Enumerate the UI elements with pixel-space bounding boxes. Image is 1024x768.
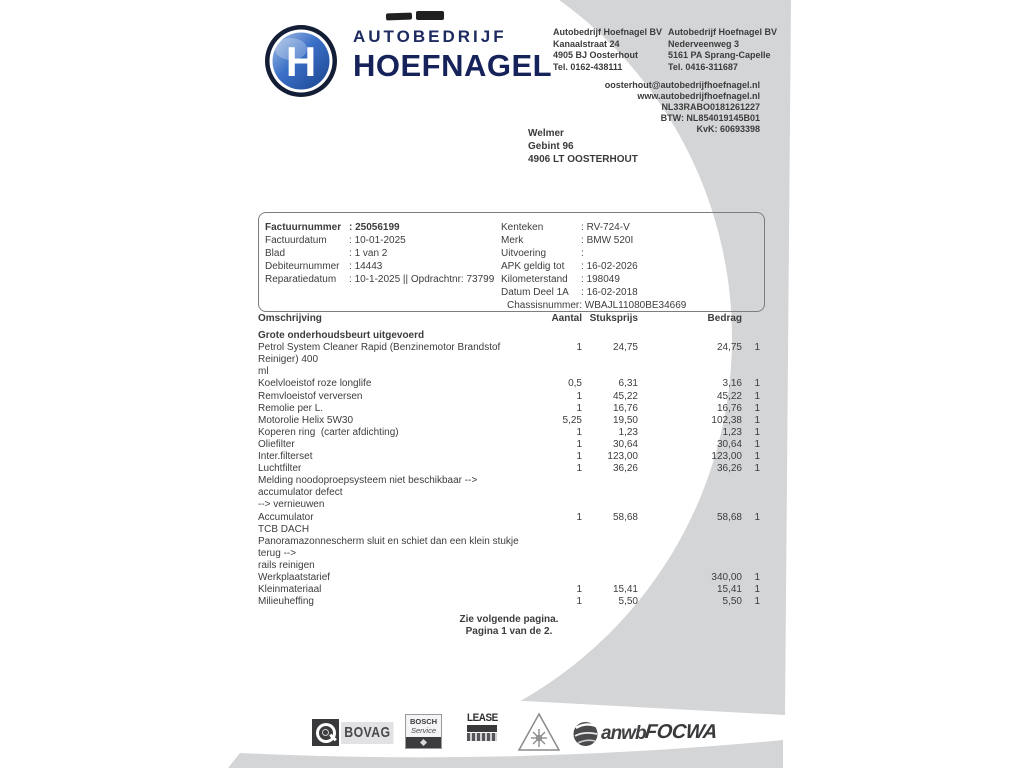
cell-description: Petrol System Cleaner Rapid (Benzinemotor Brandstof Reiniger) 400 ml [258, 342, 504, 378]
cell-flag: 1 [754, 390, 760, 402]
table-row [258, 572, 760, 584]
chassis-number: Chassisnummer: WBAJL11080BE34669 [507, 300, 687, 311]
table-row [258, 463, 760, 475]
table-row [258, 536, 760, 572]
cell-description: Motorolie Helix 5W30 [258, 414, 354, 426]
cell-amount: 3,16 [722, 378, 742, 390]
cell-amount: 45,22 [716, 390, 742, 402]
cell-qty: 1 [576, 390, 582, 402]
table-row [258, 596, 760, 608]
cell-description: Panoramazonnescherm sluit en schiet dan een klein stukje terug --> rails reinigen [258, 535, 522, 571]
address-line: 4905 BJ Oosterhout [553, 50, 639, 61]
address-line: Tel. 0416-311687 [668, 61, 738, 72]
cell-unit-price: 30,64 [612, 438, 638, 450]
page-note-1: Zie volgende pagina. [459, 614, 559, 626]
lease-striped-bar [467, 733, 497, 741]
customer-address [528, 128, 638, 167]
invoice-details-box [258, 212, 765, 312]
cell-unit-price: 19,50 [612, 414, 638, 426]
field-label: Blad [265, 248, 286, 259]
bovag-label: BOVAG [341, 722, 394, 744]
table-row [258, 342, 760, 378]
field-label: Factuurnummer [265, 222, 342, 233]
address-line: Autobedrijf Hoefnagel BV [668, 27, 778, 37]
invoice-field-row [265, 247, 494, 260]
address-line: Kanaalstraat 24 [553, 38, 620, 49]
field-value: : 16-02-2026 [581, 261, 638, 272]
field-value: : 198049 [581, 274, 620, 285]
anwb-label: anwb [601, 722, 646, 744]
cell-unit-price: 123,00 [607, 451, 638, 463]
cell-unit-price: 45,22 [612, 390, 638, 402]
cell-flag: 1 [754, 342, 760, 354]
table-row [258, 391, 760, 403]
contact-details [550, 80, 760, 135]
vehicle-field-row [501, 286, 638, 299]
certification-triangle-logo [517, 711, 561, 753]
cell-flag: 1 [754, 463, 760, 475]
emblem-letter: H [285, 38, 317, 85]
vehicle-field-row [501, 221, 638, 234]
address-line: Tel. 0162-438111 [553, 61, 623, 72]
cell-description: Milieuheffing [258, 596, 314, 608]
cell-flag: 1 [754, 451, 760, 463]
cell-flag: 1 [754, 378, 760, 390]
cell-description: Accumulator TCB DACH [258, 511, 314, 535]
cell-description: Kleinmateriaal [258, 584, 322, 596]
table-row [258, 330, 760, 342]
invoice-field-row [265, 221, 494, 234]
cell-unit-price: 58,68 [612, 511, 638, 523]
vehicle-field-row [501, 273, 638, 286]
cell-flag: 1 [754, 438, 760, 450]
header-description: Omschrijving [258, 313, 322, 324]
table-row [258, 378, 760, 390]
invoice-field-row [265, 273, 494, 286]
field-value: : 10-1-2025 || Opdrachtnr: 73799 [349, 274, 494, 285]
cell-unit-price: 6,31 [618, 378, 638, 390]
bosch-service-logo [405, 714, 442, 749]
cell-qty: 1 [576, 584, 582, 596]
cell-description: Melding noodoproepsysteem niet beschikbaar --> accumulator defect --> vernieuwen [258, 475, 481, 511]
cell-flag: 1 [754, 584, 760, 596]
field-label: Datum Deel 1A [501, 287, 569, 298]
cell-unit-price: 1,23 [618, 426, 638, 438]
contact-line: BTW: NL854019145B01 [660, 112, 760, 123]
company-logo-emblem [264, 24, 338, 98]
cell-qty: 1 [576, 438, 582, 450]
header-amount: Bedrag [707, 313, 742, 324]
anwb-globe-icon [572, 720, 599, 747]
header-unit-price: Stuksprijs [589, 313, 638, 324]
customer-line: Welmer [528, 128, 564, 139]
cell-description: Koelvloeistof roze longlife [258, 378, 372, 390]
cell-description: Remvloeistof verversen [258, 390, 363, 402]
partner-logos-bar [0, 710, 1024, 758]
contact-line: www.autobedrijfhoefnagel.nl [637, 90, 760, 101]
contact-line: oosterhout@autobedrijfhoefnagel.nl [604, 80, 760, 90]
cell-qty: 1 [576, 426, 582, 438]
bovag-magnifier-icon [312, 719, 339, 746]
cell-amount: 24,75 [716, 342, 742, 354]
cell-amount: 30,64 [716, 438, 742, 450]
cell-flag: 1 [754, 414, 760, 426]
cell-unit-price: 36,26 [612, 463, 638, 475]
field-value [581, 248, 584, 259]
field-label: Uitvoering [501, 248, 547, 259]
cell-description: Inter.filterset [258, 451, 313, 463]
invoice-field-row [265, 234, 494, 247]
cell-amount: 15,41 [716, 584, 742, 596]
table-row [258, 415, 760, 427]
invoice-field-row [265, 260, 494, 273]
field-label: Factuurdatum [265, 235, 327, 246]
field-value: : 10-01-2025 [349, 235, 406, 246]
field-value: : 16-02-2018 [581, 287, 638, 298]
focwa-label: FOCWA [643, 721, 719, 743]
table-row [258, 475, 760, 511]
location-address-2 [668, 27, 777, 73]
invoice-fields [265, 221, 494, 286]
cell-unit-price: 5,50 [618, 596, 638, 608]
field-label: Debiteurnummer [265, 261, 340, 272]
cell-amount: 1,23 [722, 426, 742, 438]
contact-line: NL33RABO0181261227 [661, 101, 760, 112]
address-line: Nederveenweg 3 [668, 38, 740, 49]
cell-flag: 1 [754, 596, 760, 608]
bosch-label: BOSCH [409, 717, 438, 726]
field-value: : BMW 520I [581, 235, 633, 246]
table-row [258, 584, 760, 596]
field-value: : 25056199 [349, 222, 400, 233]
line-items-table [258, 313, 760, 639]
cell-description: Oliefilter [258, 438, 295, 450]
table-row [258, 451, 760, 463]
focwa-logo [645, 721, 1024, 744]
vehicle-fields [501, 221, 638, 299]
field-label: APK geldig tot [501, 261, 565, 272]
bosch-emblem-icon [406, 737, 441, 748]
field-value: : RV-724-V [581, 222, 630, 233]
anwb-logo [572, 720, 646, 747]
field-value: : 1 van 2 [349, 248, 387, 259]
wordmark-line1: AUTOBEDRIJF [353, 27, 507, 46]
cell-unit-price: 15,41 [612, 584, 638, 596]
wordmark-line2: HOEFNAGEL [353, 48, 553, 83]
table-row [258, 512, 760, 536]
cell-description: Koperen ring (carter afdichting) [258, 426, 399, 438]
bovag-logo [312, 719, 405, 746]
table-header [258, 313, 760, 325]
cell-flag: 1 [754, 511, 760, 523]
cell-description: Remolie per L. [258, 402, 324, 414]
cell-unit-price: 24,75 [612, 342, 638, 354]
cell-amount: 5,50 [722, 596, 742, 608]
field-value: : 14443 [349, 261, 382, 272]
contact-line: KvK: 60693398 [696, 123, 760, 134]
customer-line: Gebint 96 [528, 140, 574, 152]
header-qty: Aantal [551, 313, 582, 324]
cell-unit-price: 16,76 [612, 402, 638, 414]
cell-description: Luchtfilter [258, 463, 302, 475]
cell-qty: 1 [576, 511, 582, 523]
field-label: Kenteken [501, 222, 544, 233]
cell-amount: 123,00 [711, 451, 742, 463]
customer-line: 4906 LT OOSTERHOUT [528, 153, 638, 165]
lease-logo [467, 713, 497, 741]
vehicle-field-row [501, 260, 638, 273]
cell-qty: 1 [576, 463, 582, 475]
location-address-1 [553, 27, 662, 73]
field-label: Merk [501, 235, 524, 246]
page-notes [258, 614, 760, 638]
cell-qty: 5,25 [562, 414, 582, 426]
cell-flag: 1 [754, 571, 760, 583]
cell-qty: 0,5 [568, 378, 582, 390]
cell-description: Werkplaatstarief [258, 571, 331, 583]
table-body [258, 330, 760, 608]
field-label: Kilometerstand [501, 274, 568, 285]
address-line: Autobedrijf Hoefnagel BV [553, 27, 663, 37]
cell-flag: 1 [754, 402, 760, 414]
cell-flag: 1 [754, 426, 760, 438]
scan-artifact [386, 13, 412, 21]
cell-qty: 1 [576, 596, 582, 608]
table-row [258, 439, 760, 451]
bosch-service-label: Service [410, 726, 436, 735]
cell-amount: 36,26 [716, 463, 742, 475]
table-row [258, 403, 760, 415]
cell-qty: 1 [576, 342, 582, 354]
vehicle-field-row [501, 247, 638, 260]
page-note-2: Pagina 1 van de 2. [465, 626, 553, 638]
cell-amount: 340,00 [711, 571, 742, 583]
cell-qty: 1 [576, 402, 582, 414]
cell-description: Grote onderhoudsbeurt uitgevoerd [258, 330, 425, 342]
company-wordmark [353, 27, 552, 84]
address-line: 5161 PA Sprang-Capelle [668, 50, 771, 61]
lease-label: LEASE [467, 712, 498, 724]
field-label: Reparatiedatum [265, 274, 337, 285]
vehicle-field-row [501, 234, 638, 247]
cell-amount: 102,38 [711, 414, 742, 426]
cell-qty: 1 [576, 451, 582, 463]
lease-bar [467, 725, 497, 732]
cell-amount: 16,76 [716, 402, 742, 414]
table-row [258, 427, 760, 439]
cell-amount: 58,68 [716, 511, 742, 523]
scan-artifact [416, 11, 444, 20]
